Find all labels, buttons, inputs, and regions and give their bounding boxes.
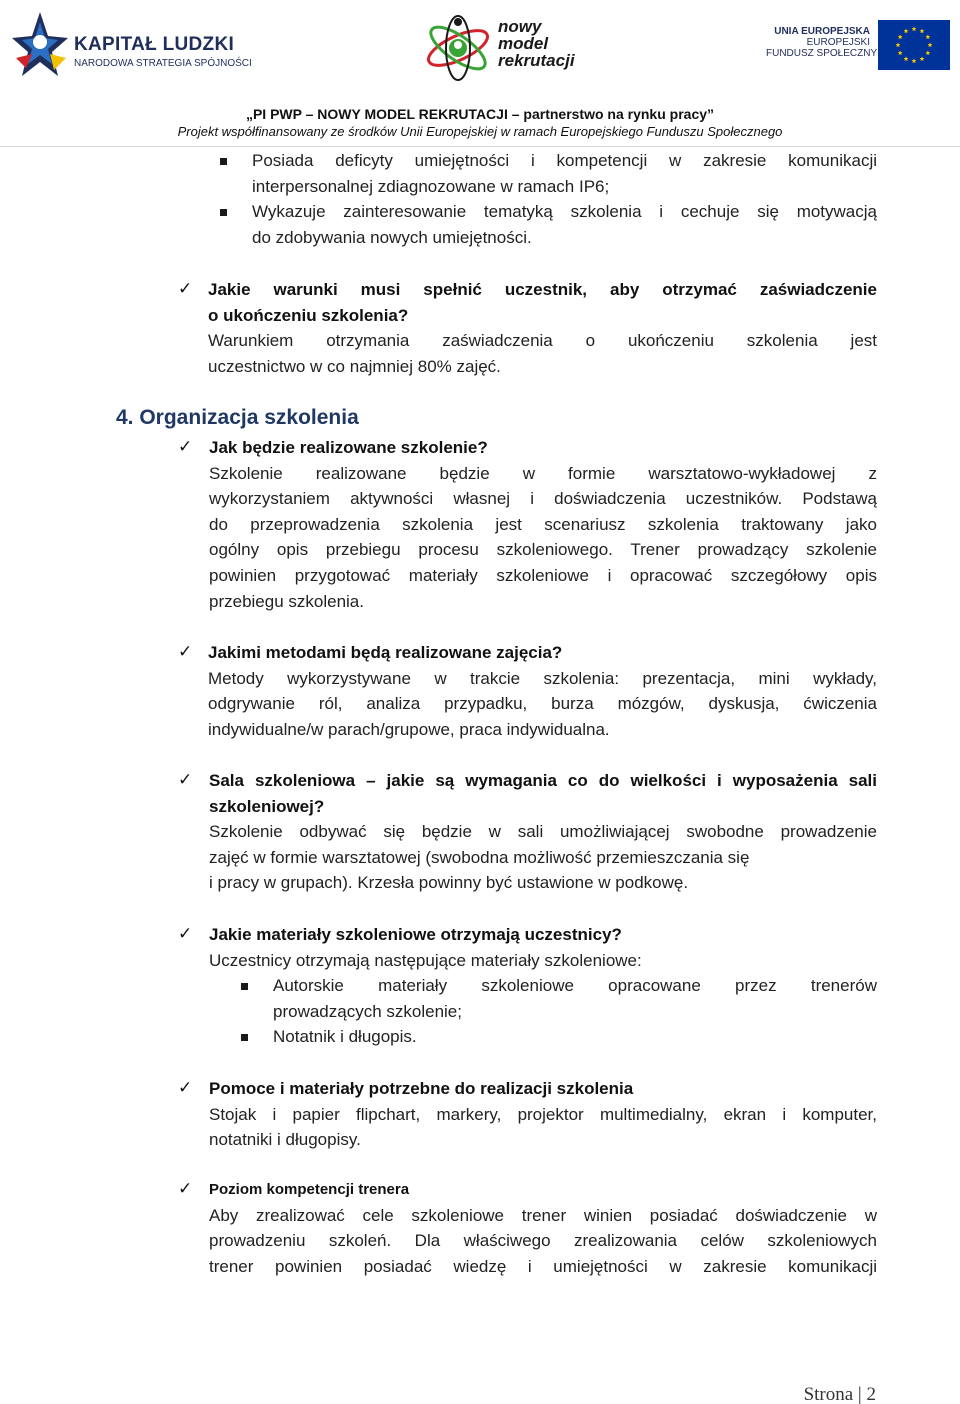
list-item (273, 1024, 877, 1050)
answer-line: Szkolenie realizowane będzie w formie warsztatowo-wykładowej z (209, 463, 877, 483)
eu-line-3: FUNDUSZ SPOŁECZNY (766, 48, 878, 59)
section-heading: 4. Organizacja szkolenia (116, 406, 359, 429)
checkmark-icon: ✓ (178, 924, 193, 944)
question-block (209, 922, 877, 973)
question-line: Jakimi metodami będą realizowane zajęcia? (208, 643, 563, 662)
answer-line: notatniki i długopisy. (209, 1130, 361, 1150)
answer-line: uczestnictwo w co najmniej 80% zajęć. (208, 356, 501, 376)
checkmark-icon: ✓ (178, 279, 193, 299)
question-line: o ukończeniu szkolenia? (208, 305, 409, 325)
square-bullet-icon (241, 1034, 248, 1041)
question-line: Pomoce i materiały potrzebne do realizacji szkolenia (209, 1079, 634, 1098)
answer-line: do przeprowadzenia szkolenia jest scenariusz szkolenia traktowany jako (209, 514, 877, 534)
answer-line: Aby zrealizować cele szkoleniowe trener winien posiadać doświadczenie w (209, 1205, 877, 1225)
bullet-line: interpersonalnej zdiagnozowane w ramach IP6; (252, 176, 610, 196)
question-block (208, 277, 877, 379)
eu-line-1: UNIA EUROPEJSKA (774, 26, 870, 37)
question-block (208, 640, 877, 742)
kl-title: KAPITAŁ LUDZKI (74, 34, 235, 55)
answer-line: trener powinien posiadać wiedzę i umiejętności w zakresie komunikacji (209, 1256, 877, 1276)
question-block (209, 768, 877, 896)
question-line: Jak będzie realizowane szkolenie? (209, 438, 488, 457)
answer-line: ogólny opis przebiegu procesu szkoleniowego. Trener prowadzący szkolenie (209, 540, 877, 560)
atom-icon (422, 12, 500, 82)
answer-line: Uczestnicy otrzymają następujące materiały szkoleniowe: (209, 950, 642, 970)
answer-line: powinien przygotować materiały szkoleniowe i opracować szczegółowy opis (209, 565, 877, 585)
project-subtitle: Projekt współfinansowany ze środków Unii Europejskiej w ramach Europejskiego Funduszu Społecznego (177, 124, 783, 139)
nmr-line-2: model (498, 34, 549, 53)
question-line: Jakie warunki musi spełnić uczestnik, aby otrzymać zaświadczenie (208, 280, 877, 299)
bullet-line: Notatnik i długopis. (273, 1027, 417, 1046)
bullet-line: Posiada deficyty umiejętności i kompetencji w zakresie komunikacji (252, 151, 877, 170)
answer-line: odgrywanie ról, analiza przypadku, burza mózgów, dyskusja, ćwiczenia (208, 694, 877, 714)
nowy-model-rekrutacji-logo (422, 12, 592, 82)
answer-line: indywidualne/w parach/grupowe, praca indywidualna. (208, 719, 610, 739)
square-bullet-icon (220, 158, 227, 165)
answer-line: Stojak i papier flipchart, markery, projektor multimedialny, ekran i komputer, (209, 1104, 877, 1124)
kl-subtitle: NARODOWA STRATEGIA SPÓJNOŚCI (74, 58, 252, 69)
eu-line-2: EUROPEJSKI (806, 37, 870, 48)
answer-line: i pracy w grupach). Krzesła powinny być ustawione w podkowę. (209, 873, 689, 893)
eu-flag-icon (878, 20, 950, 70)
answer-line: wykorzystaniem aktywności własnej i doświadczenia uczestników. Podstawą (209, 489, 877, 509)
kapital-ludzki-star-icon (10, 8, 70, 84)
checkmark-icon: ✓ (178, 1179, 193, 1199)
question-block (209, 1076, 877, 1153)
checkmark-icon: ✓ (178, 770, 193, 790)
question-line: Jakie materiały szkoleniowe otrzymają uczestnicy? (209, 925, 622, 944)
nmr-line-3: rekrutacji (498, 51, 575, 70)
answer-line: Szkolenie odbywać się będzie w sali umożliwiającej swobodne prowadzenie (209, 822, 877, 842)
question-block (209, 1177, 877, 1279)
question-block (209, 435, 877, 614)
list-item (252, 199, 877, 250)
question-line: Sala szkoleniowa – jakie są wymagania co do wielkości i wyposażenia sali (209, 771, 877, 790)
answer-line: zajęć w formie warsztatowej (swobodna możliwość przemieszczania się (209, 847, 750, 867)
eu-logo (766, 20, 956, 80)
project-title: „PI PWP – NOWY MODEL REKRUTACJI – partnerstwo na rynku pracy” (245, 106, 715, 122)
question-line: Poziom kompetencji trenera (209, 1181, 410, 1198)
bullet-line: Wykazuje zainteresowanie tematyką szkolenia i cechuje się motywacją (252, 202, 877, 221)
square-bullet-icon (220, 209, 227, 216)
checkmark-icon: ✓ (178, 1078, 193, 1098)
square-bullet-icon (241, 983, 248, 990)
answer-line: prowadzeniu szkoleń. Dla właściwego zrealizowania celów szkoleniowych (209, 1231, 877, 1251)
answer-line: Warunkiem otrzymania zaświadczenia o ukończeniu szkolenia jest (208, 331, 877, 351)
list-item (252, 148, 877, 199)
bullet-line: do zdobywania nowych umiejętności. (252, 227, 532, 247)
page-number: Strona | 2 (803, 1384, 876, 1404)
answer-line: przebiegu szkolenia. (209, 591, 364, 611)
page-header (0, 0, 960, 150)
answer-line: Metody wykorzystywane w trakcie szkolenia: prezentacja, mini wykłady, (208, 668, 877, 688)
bullet-line: Autorskie materiały szkoleniowe opracowane przez trenerów (273, 976, 877, 995)
question-line: szkoleniowej? (209, 796, 325, 816)
bullet-line: prowadzących szkolenie; (273, 1001, 462, 1021)
checkmark-icon: ✓ (178, 642, 193, 662)
kapital-ludzki-logo (10, 8, 260, 88)
checkmark-icon: ✓ (178, 437, 193, 457)
header-divider (0, 146, 960, 147)
list-item (273, 973, 877, 1024)
nmr-line-1: nowy (498, 17, 542, 36)
